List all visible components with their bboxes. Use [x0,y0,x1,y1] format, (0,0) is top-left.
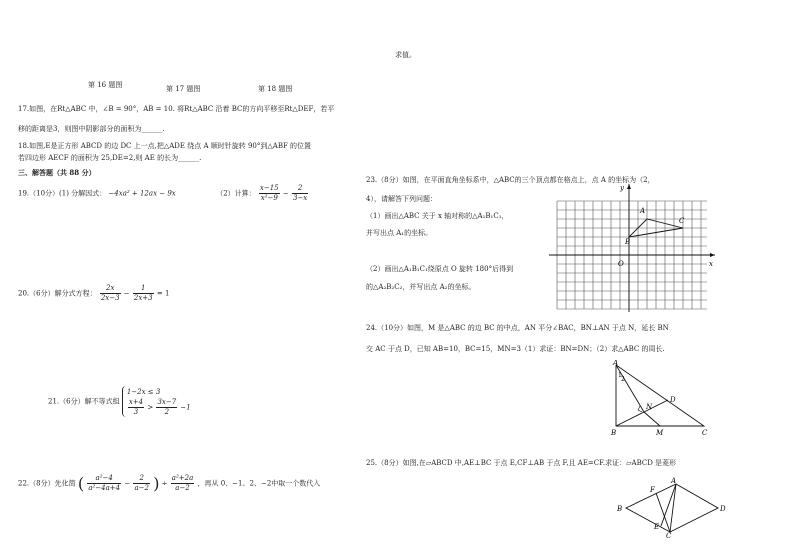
q19-part2-label: （2）计算： [216,189,256,198]
label-b: B [611,429,617,437]
q19-expr: −4xa² + 12ax − 9x [108,189,176,198]
q24-line2: 交 AC 于点 D，已知 AB=10，BC=15，MN=3（1）求证：BN=DN；（2）求△ABC 的周长. [366,345,665,353]
q20-rhs: = 1 [156,289,170,298]
q17-line1: 17.如图，在Rt△ABC 中，∠B = 90°，AB = 10. 将Rt△ABC 沿着 BC的方向平移至Rt△DEF，若平 [18,105,335,113]
q20-minus: − [123,289,130,298]
q20-fraction-2: $\frac{1}{2x+3}$ [133,284,153,302]
q23-line1: 23.（8分）如图，在平面直角坐标系中，△ABC的三个顶点都在格点上，点 A 的坐标为（2， [366,176,655,184]
q21-fraction-1: $\frac{x+4}{3}$ [128,398,144,416]
q24-triangle-figure [604,360,714,438]
q21-ineq1: 1−2x ≤ 3 [126,388,161,396]
x-axis-label: x [709,260,713,268]
q19-fraction-1: $\frac{x-15}{\text{x²−9}}$ [259,184,279,202]
q19-minus: − [282,189,289,198]
figure-caption-17: 第 17 题图 [166,85,201,93]
parallelogram-abcd [626,484,718,532]
q19-label: 19.（10分）(1) 分解因式： [18,189,107,198]
q22-divide: ÷ [161,479,168,488]
q22-label: 22.（8分）先化简 [18,479,76,488]
q18-line2: 若四边形 AECF 的面积为 25,DE=2,则 AE 的长为______. [18,154,202,162]
q19-fraction-2: $\frac{2}{3-x}$ [292,184,308,202]
label-c: C [702,429,708,437]
triangle-abc [616,365,704,426]
q24-line1: 24.（10分）如图，M 是△ABC 的边 BC 的中点，AN 平分∠BAC，BN⊥AN 于点 N，延长 BN [366,324,669,332]
y-axis-arrow-icon [627,184,631,189]
q20-fraction-1: $\frac{2x}{2x-3}$ [100,284,120,302]
q22-fraction-2: $\frac{2}{a-2}$ [134,474,149,492]
q22-fraction-3: $\frac{\text{a²+2a}}{a-2}$ [171,474,194,492]
q21-tail: −1 [180,403,191,412]
label-b: B [617,505,623,513]
label-n: N [646,403,653,411]
label-angle-1: 1 [618,372,622,379]
label-f: F [650,486,655,494]
q20-label: 20.（6分）解分式方程： [18,289,97,298]
y-axis-label: y [620,184,624,192]
figure-caption-16: 第 16 题图 [88,81,123,89]
q18-line1: 18.如图,E是正方形 ABCD 的边 DC 上一点,把△ADE 绕点 A 顺时针旋转 90°到△ABF 的位置 [18,142,312,150]
q20 [18,284,169,303]
segment-bd [616,400,668,426]
label-angle-2: 2 [621,376,625,383]
q19 [18,184,309,203]
q22-fraction-1: $\frac{\text{a²−4}}{\text{a²−4a+4}}$ [88,474,121,492]
label-a: A [613,360,619,367]
q17-line2: 移的距离是3，则图中阴影部分的面积为______. [18,125,165,133]
q22: 22.（8分）先化简 ( $\frac{\text{a²−4}}{\text{a²−4a+4}}$ − $\frac{2}{a-2}$ ) ÷ $\frac{\text{a²+2a}}{a-2}$ ，再从 0、−1、2、−2中取一个数代入 [18,474,321,493]
label-m: M [656,429,664,437]
point-b-label: B [625,238,631,246]
x-axis-arrow-icon [710,253,715,257]
q21-ineq2 [127,398,191,417]
label-e: E [654,523,660,531]
continuation-text: 求值。 [395,51,416,59]
q23-part2-line2: 的△A₂B₂C₂，并写出点 A₂的坐标。 [366,283,476,291]
label-c: C [666,532,672,538]
q23-part1-line1: （1）画出△ABC 关于 x 轴对称的△A₁B₁C₁， [366,212,509,220]
segment-nm [644,412,660,426]
label-d: D [670,396,676,404]
figure-caption-18: 第 18 题图 [258,85,293,93]
point-a-label: A [640,207,646,215]
q22-minus: − [124,479,131,488]
q23-coordinate-grid [545,178,720,314]
q21-label: 21.（6分）解不等式组 [48,397,120,406]
q21-fraction-2: $\frac{3x-7}{2}$ [157,398,177,416]
q23-part2-line1: （2）画出△A₁B₁C₁绕原点 O 旋转 180°后得到 [366,265,514,273]
label-a: A [671,477,677,485]
point-c-label: C [679,217,685,225]
label-d: D [720,505,726,513]
q25-rhombus-figure [614,476,726,538]
q23-line2: 4），请解答下列问题： [366,195,437,203]
origin-label: O [618,260,624,268]
q23-part1-line2: 并写出点 A₁的坐标。 [366,229,433,237]
q21-system [122,386,191,417]
q25-line1: 25.（8分）如图,在▱ABCD 中,AE⊥BC 于点 E,CF⊥AB 于点 F,且 AE=CF.求证：▱ABCD 是菱形 [366,459,677,467]
q21 [48,386,191,417]
q21-gt: > [147,403,154,412]
q22-tail: ，再从 0、−1、2、−2中取一个数代入 [197,479,321,488]
section-title: 三、解答题（共 88 分） [18,168,96,177]
